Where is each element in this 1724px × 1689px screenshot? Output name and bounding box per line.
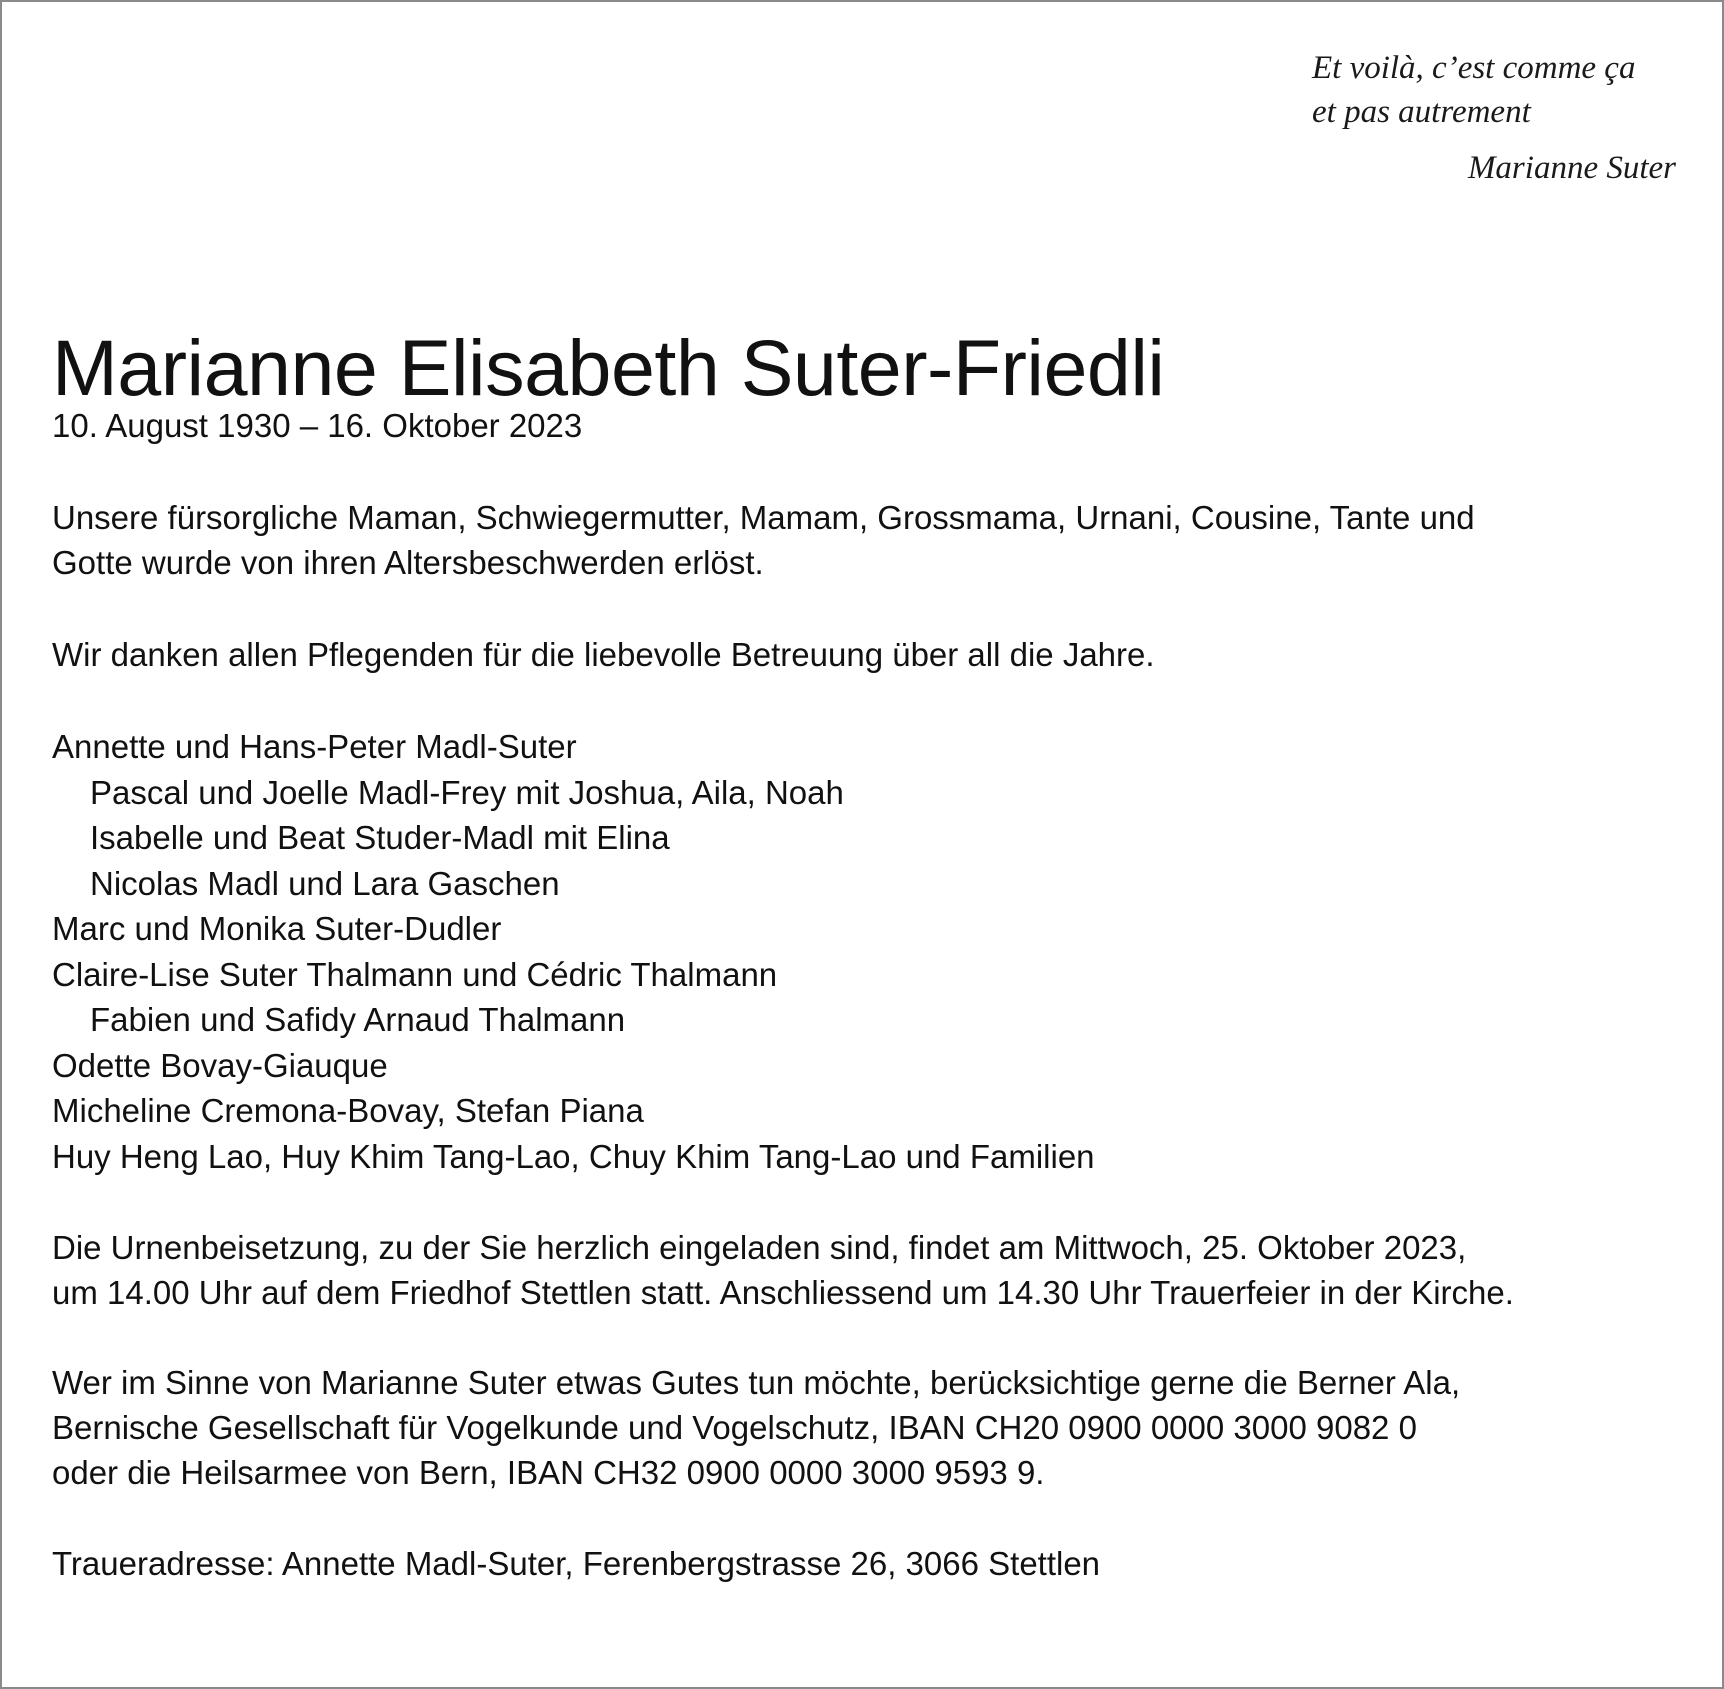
ceremony-paragraph [52, 1225, 1692, 1315]
notice-body [52, 324, 1692, 1586]
motto-quote [1312, 46, 1682, 190]
mourning-address [52, 1541, 1692, 1586]
life-dates: 10. August 1930 – 16. Oktober 2023 [52, 407, 583, 444]
text-line: oder die Heilsarmee von Bern, IBAN CH32 0900 0000 3000 9593 9. [52, 1454, 1045, 1491]
donation-paragraph [52, 1360, 1692, 1495]
family-member: Pascal und Joelle Madl-Frey mit Joshua, Aila, Noah [90, 773, 844, 811]
family-member: Claire-Lise Suter Thalmann und Cédric Thalmann [52, 955, 778, 993]
motto-line: et pas autrement [1312, 94, 1531, 130]
text-line: Bernische Gesellschaft für Vogelkunde und Vogelschutz, IBAN CH20 0900 0000 3000 9082 0 [52, 1409, 1417, 1446]
intro-paragraph [52, 495, 1692, 585]
family-member: Annette und Hans-Peter Madl-Suter [52, 728, 577, 765]
family-member: Nicolas Madl und Lara Gaschen [90, 864, 560, 902]
family-member: Huy Heng Lao, Huy Khim Tang-Lao, Chuy Khim Tang-Lao und Familien [52, 1137, 1095, 1175]
motto-line: Et voilà, c’est comme ça [1312, 50, 1636, 86]
family-member: Isabelle und Beat Studer-Madl mit Elina [90, 819, 670, 856]
text-line: Wir danken allen Pflegenden für die liebevolle Betreuung über all die Jahre. [52, 636, 1155, 673]
family-list [52, 724, 1692, 1179]
text-line: Unsere fürsorgliche Maman, Schwiegermutter, Mamam, Grossmama, Urnani, Cousine, Tante und [52, 499, 1475, 536]
text-line: Wer im Sinne von Marianne Suter etwas Gutes tun möchte, berücksichtige gerne die Berner Ala, [52, 1364, 1461, 1401]
text-line: um 14.00 Uhr auf dem Friedhof Stettlen statt. Anschliessend um 14.30 Uhr Trauerfeier in der Kirche. [52, 1274, 1514, 1311]
text-line: Die Urnenbeisetzung, zu der Sie herzlich eingeladen sind, findet am Mittwoch, 25. Oktober 2023, [52, 1229, 1467, 1266]
text-line: Traueradresse: Annette Madl-Suter, Ferenbergstrasse 26, 3066 Stettlen [52, 1545, 1101, 1582]
family-member: Odette Bovay-Giauque [52, 1046, 388, 1084]
family-member: Marc und Monika Suter-Dudler [52, 910, 502, 947]
family-member: Micheline Cremona-Bovay, Stefan Piana [52, 1092, 644, 1129]
motto-author: Marianne Suter [1467, 150, 1676, 186]
deceased-name: Marianne Elisabeth Suter-Friedli [52, 323, 1165, 412]
text-line: Gotte wurde von ihren Altersbeschwerden erlöst. [52, 544, 764, 581]
family-member: Fabien und Safidy Arnaud Thalmann [90, 1001, 626, 1038]
thanks-paragraph [52, 632, 1692, 677]
